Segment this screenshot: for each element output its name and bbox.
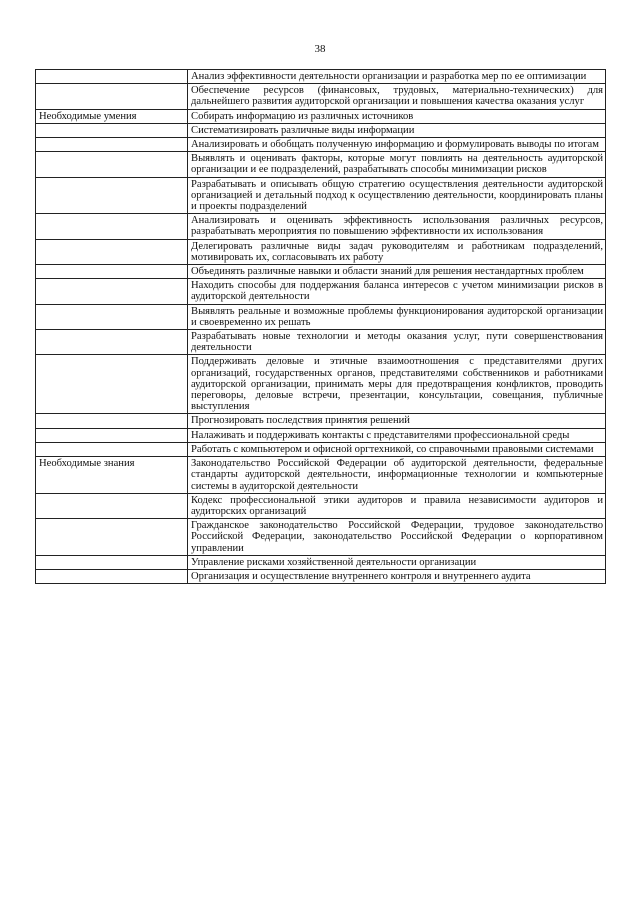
table-row (36, 279, 606, 304)
row-label (36, 428, 188, 442)
row-label (36, 279, 188, 304)
table-row (36, 330, 606, 355)
row-text: Анализировать и обобщать полученную информацию и формулировать выводы по итогам (188, 138, 606, 152)
row-label (36, 84, 188, 109)
table-row (36, 569, 606, 583)
row-text: Гражданское законодательство Российской Федерации, трудовое законодательство Российской Федерации, законодательство Российской Федерации о корпоративном управлении (188, 519, 606, 556)
row-text: Управление рисками хозяйственной деятельности организации (188, 555, 606, 569)
row-label (36, 493, 188, 518)
table-row (36, 304, 606, 329)
row-label (36, 177, 188, 214)
table-row (36, 442, 606, 456)
row-label (36, 355, 188, 414)
row-text: Работать с компьютером и офисной оргтехникой, со справочными правовыми системами (188, 442, 606, 456)
row-label (36, 265, 188, 279)
row-label (36, 152, 188, 177)
table-row (36, 177, 606, 214)
table-row (36, 152, 606, 177)
row-label (36, 123, 188, 137)
row-text: Кодекс профессиональной этики аудиторов и правила независимости аудиторов и аудиторских организаций (188, 493, 606, 518)
table-row (36, 414, 606, 428)
table-row (36, 84, 606, 109)
row-text: Прогнозировать последствия принятия решений (188, 414, 606, 428)
row-text: Разрабатывать и описывать общую стратегию осуществления деятельности аудиторской организацией и детальный подход к осуществлению деятельности, координировать планы и проекты подразделений (188, 177, 606, 214)
row-label (36, 304, 188, 329)
table-row (36, 214, 606, 239)
row-label (36, 414, 188, 428)
row-text: Анализировать и оценивать эффективность использования различных ресурсов, разрабатывать мероприятия по повышению эффективности их использования (188, 214, 606, 239)
section-label-knowledge: Необходимые знания (36, 457, 188, 494)
row-label (36, 569, 188, 583)
row-text: Делегировать различные виды задач руководителям и работникам подразделений, мотивировать их, согласовывать их работу (188, 239, 606, 264)
table-row (36, 70, 606, 84)
row-text: Поддерживать деловые и этичные взаимоотношения с представителями других организаций, государственных органов, представителями собственников и работниками аудиторской организации, принимать меры для предотвращения конфликтов, проводить переговоры, деловые встречи, презентации, консультации, совещания, публичные выступления (188, 355, 606, 414)
row-text: Анализ эффективности деятельности организации и разработка мер по ее оптимизации (188, 70, 606, 84)
table-row (36, 493, 606, 518)
row-label (36, 555, 188, 569)
row-text: Находить способы для поддержания баланса интересов с учетом минимизации рисков в аудиторской деятельности (188, 279, 606, 304)
table-row (36, 109, 606, 123)
row-label (36, 442, 188, 456)
row-text: Систематизировать различные виды информации (188, 123, 606, 137)
section-label-skills: Необходимые умения (36, 109, 188, 123)
row-text: Налаживать и поддерживать контакты с представителями профессиональной среды (188, 428, 606, 442)
table-row (36, 519, 606, 556)
table-row (36, 457, 606, 494)
row-text: Разрабатывать новые технологии и методы оказания услуг, пути совершенствования деятельности (188, 330, 606, 355)
row-label (36, 239, 188, 264)
row-text: Выявлять реальные и возможные проблемы функционирования аудиторской организации и своевременно их решать (188, 304, 606, 329)
table-row (36, 239, 606, 264)
page-number: 38 (314, 43, 326, 55)
requirements-table (35, 69, 606, 584)
row-text: Выявлять и оценивать факторы, которые могут повлиять на деятельность аудиторской организации и ее подразделений, разрабатывать способы минимизации рисков (188, 152, 606, 177)
table-row (36, 138, 606, 152)
row-label (36, 330, 188, 355)
row-text: Собирать информацию из различных источников (188, 109, 606, 123)
row-text: Законодательство Российской Федерации об аудиторской деятельности, федеральные стандарты аудиторской деятельности, информационные технологии и компьютерные системы в аудиторской деятельности (188, 457, 606, 494)
table-row (36, 428, 606, 442)
row-text: Объединять различные навыки и области знаний для решения нестандартных проблем (188, 265, 606, 279)
row-text: Обеспечение ресурсов (финансовых, трудовых, материально-технических) для дальнейшего развития аудиторской организации и повышения качества оказания услуг (188, 84, 606, 109)
row-label (36, 70, 188, 84)
table-row (36, 265, 606, 279)
row-label (36, 214, 188, 239)
table-row (36, 555, 606, 569)
row-label (36, 138, 188, 152)
row-text: Организация и осуществление внутреннего контроля и внутреннего аудита (188, 569, 606, 583)
table-row (36, 123, 606, 137)
table-row (36, 355, 606, 414)
row-label (36, 519, 188, 556)
